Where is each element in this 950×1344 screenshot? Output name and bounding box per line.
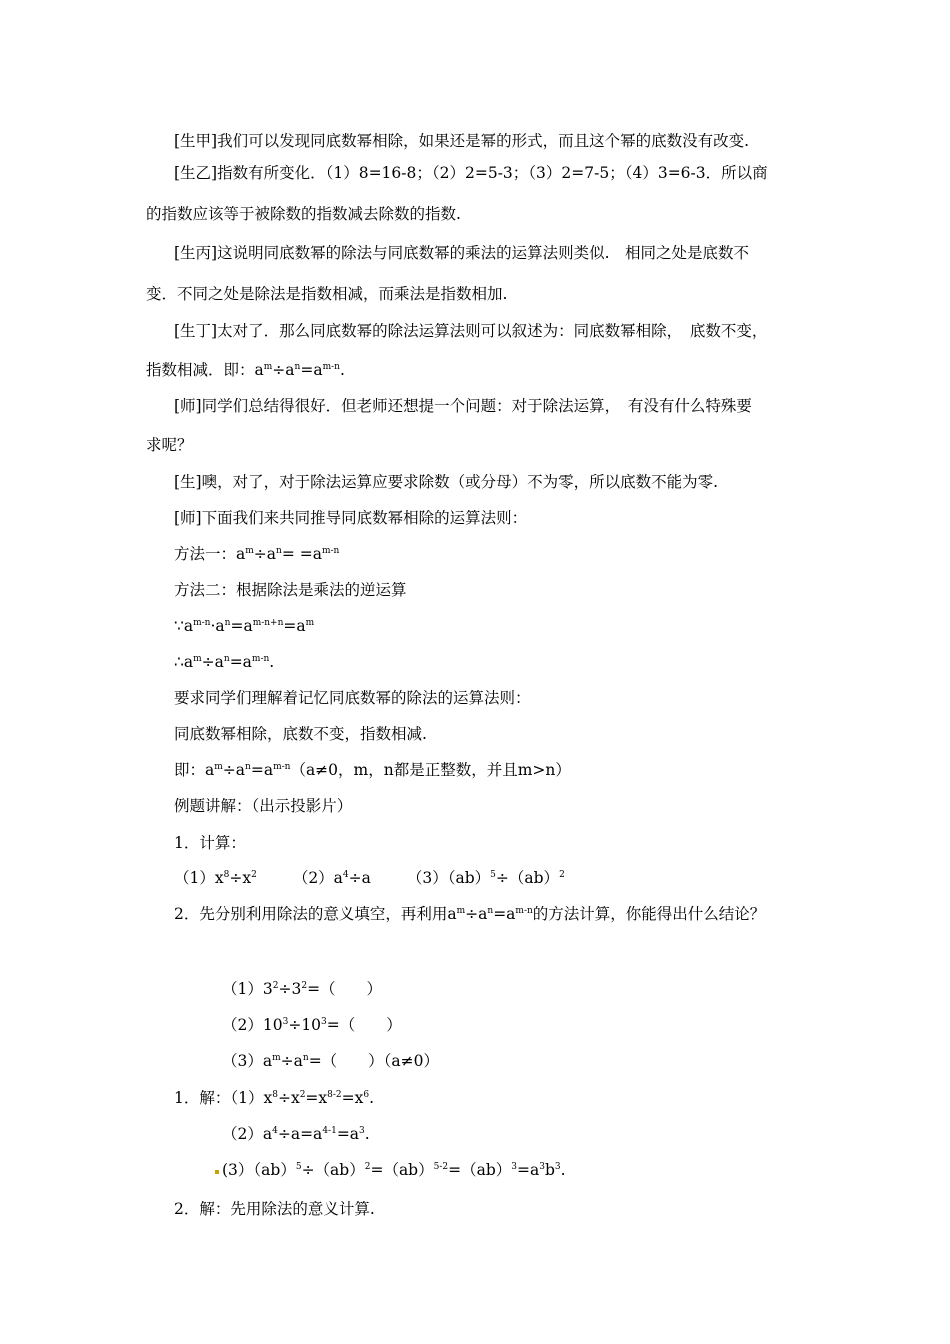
- exponent: n: [223, 654, 230, 664]
- text: =（ab）: [448, 1161, 512, 1179]
- text: =a: [493, 905, 516, 923]
- exponent: 4: [342, 870, 349, 880]
- exponent: m-n: [251, 654, 270, 664]
- text: =x: [341, 1089, 364, 1107]
- text: （1）3: [222, 980, 273, 998]
- exponent: 4-1: [322, 1126, 337, 1136]
- exponent: m: [245, 546, 254, 556]
- exponent: m: [456, 906, 466, 916]
- exponent: 3: [539, 1162, 545, 1172]
- item-3: [407, 869, 565, 887]
- text: ÷a: [465, 905, 488, 923]
- text: （a≠0，m，n都是正整数，并且m>n）: [290, 761, 571, 779]
- exponent: 2: [364, 1162, 371, 1172]
- text: （2）a: [292, 869, 343, 887]
- text: =a: [250, 761, 274, 779]
- exponent: 4: [272, 1126, 278, 1136]
- paragraph-teacher-derivation: [师]下面我们来共同推导同底数幂相除的运算法则：: [174, 509, 528, 527]
- text: =（ab）: [370, 1161, 434, 1179]
- method-two: 方法二：根据除法是乘法的逆运算: [174, 581, 407, 599]
- because-step: [174, 616, 314, 636]
- text: 指数相减．即：a: [146, 361, 264, 379]
- exponent: m-n+n: [252, 618, 284, 628]
- text: ∵a: [174, 617, 194, 635]
- text: .: [269, 653, 275, 671]
- paragraph-teacher-line2: 求呢？: [146, 436, 193, 454]
- text: ∴a: [174, 653, 194, 671]
- exponent: 2: [559, 870, 565, 880]
- paragraph-student-b-line2: 的指数应该等于被除数的指数减去除数的指数.: [146, 205, 461, 223]
- text: = =a: [281, 545, 322, 563]
- examples-title: 例题讲解：（出示投影片）: [174, 797, 353, 815]
- item-2: [293, 869, 371, 887]
- text: ÷（ab）: [301, 1161, 365, 1179]
- text: 1．解：（1）x: [174, 1089, 273, 1107]
- paragraph-student: [生]噢，对了，对于除法运算应要求除数（或分母）不为零，所以底数不能为零.: [174, 473, 719, 491]
- fill-item-3: [222, 1051, 439, 1071]
- exponent: 2: [299, 1090, 306, 1100]
- method-one: [174, 544, 339, 564]
- text: ÷a=a: [277, 1125, 323, 1143]
- rule-text: 同底数幂相除，底数不变，指数相减.: [174, 725, 427, 743]
- exponent: m: [272, 1053, 281, 1063]
- exponent: n: [224, 618, 231, 628]
- text: 的方法计算，你能得出什么结论？: [532, 905, 766, 923]
- text: =a: [230, 617, 253, 635]
- text: =x: [305, 1089, 328, 1107]
- text: b: [544, 1161, 555, 1179]
- exponent: m-n: [321, 546, 340, 556]
- text: =a: [336, 1125, 360, 1143]
- text: ÷10: [288, 1016, 322, 1034]
- rule-formula: [174, 760, 571, 780]
- exponent: m: [263, 362, 273, 372]
- text: ÷a: [272, 361, 295, 379]
- text: =a: [300, 361, 323, 379]
- exponent: 5-2: [433, 1162, 449, 1172]
- question-one: 1．计算：: [174, 834, 246, 852]
- exponent: 8: [272, 1090, 278, 1100]
- text: .: [364, 1125, 370, 1143]
- exponent: 2: [251, 870, 257, 880]
- exponent: 3: [282, 1017, 289, 1027]
- text: ÷a: [280, 1052, 303, 1070]
- exponent: n: [294, 362, 301, 372]
- exponent: m: [305, 618, 315, 628]
- fill-item-1: [222, 979, 382, 999]
- text: ÷3: [278, 980, 302, 998]
- exponent: n: [302, 1053, 309, 1063]
- text: ÷（ab）: [495, 869, 560, 887]
- exponent: 2: [301, 981, 308, 991]
- text: （2）10: [222, 1016, 283, 1034]
- text: ÷a: [201, 653, 224, 671]
- text: ÷a: [348, 869, 371, 887]
- text: .: [369, 1089, 375, 1107]
- exponent: 3: [321, 1017, 327, 1027]
- answer-one-part-3: [222, 1160, 566, 1180]
- text: ÷x: [277, 1089, 300, 1107]
- exponent: m: [214, 762, 223, 772]
- requirement-text: 要求同学们理解着记忆同底数幂的除法的运算法则：: [174, 689, 531, 707]
- exponent: 3: [511, 1162, 517, 1172]
- text: =（ ）: [307, 980, 383, 998]
- paragraph-student-c-line1: [生丙]这说明同底数幂的除法与同底数幂的乘法的运算法则类似. 相同之处是底数不: [174, 244, 750, 262]
- text: 2．先分别利用除法的意义填空，再利用a: [174, 905, 457, 923]
- exponent: m-n: [322, 362, 340, 372]
- text: =（ ）（a≠0）: [308, 1052, 440, 1070]
- text: =（ ）: [326, 1016, 402, 1034]
- exponent: m: [193, 654, 202, 664]
- paragraph-student-a: [生甲]我们可以发现同底数幂相除，如果还是幂的形式，而且这个幂的底数没有改变.: [174, 132, 750, 150]
- text: ÷a: [253, 545, 277, 563]
- text: （3）a: [222, 1052, 273, 1070]
- paragraph-student-d-line2: [146, 360, 345, 380]
- exponent: 3: [554, 1162, 561, 1172]
- text: .: [560, 1161, 566, 1179]
- text: ·a: [210, 617, 225, 635]
- exponent: 2: [272, 981, 279, 991]
- item-1: [174, 869, 257, 887]
- exponent: 5: [295, 1162, 302, 1172]
- exponent: n: [245, 762, 251, 772]
- text: =a: [517, 1161, 540, 1179]
- text: 方法一：a: [174, 545, 246, 563]
- exponent: m-n: [515, 906, 533, 916]
- exponent: m-n: [193, 618, 211, 628]
- text: （2）a: [222, 1125, 273, 1143]
- paragraph-student-c-line2: 变．不同之处是除法是指数相减，而乘法是指数相加.: [146, 285, 508, 303]
- exponent: 8-2: [327, 1090, 342, 1100]
- answer-one-part-1: [174, 1088, 374, 1108]
- answer-one-part-2: [222, 1124, 370, 1144]
- marker-dot: [215, 1170, 219, 1174]
- exponent: n: [276, 546, 282, 556]
- exponent: 3: [359, 1126, 365, 1136]
- paragraph-student-b-line1: [生乙]指数有所变化．（1）8=16-8；（2）2=5-3；（3）2=7-5；（4）3=6-3．所以商: [174, 164, 768, 182]
- text: （1）x: [174, 869, 224, 887]
- fill-item-2: [222, 1015, 402, 1035]
- answer-two: 2．解：先用除法的意义计算.: [174, 1200, 375, 1218]
- exponent: m-n: [273, 762, 291, 772]
- exponent: n: [487, 906, 494, 916]
- paragraph-teacher-line1: [师]同学们总结得很好．但老师还想提一个问题：对于除法运算， 有没有什么特殊要: [174, 397, 752, 415]
- exponent: 8: [223, 870, 230, 880]
- exponent: 5: [490, 870, 496, 880]
- text: .: [339, 361, 345, 379]
- text: (3）（ab）: [222, 1161, 296, 1179]
- text: =a: [229, 653, 252, 671]
- text: （3）（ab）: [406, 869, 491, 887]
- exponent: 6: [363, 1090, 370, 1100]
- question-two: [174, 904, 765, 924]
- question-one-items: [174, 868, 565, 888]
- text: 即：a: [174, 761, 215, 779]
- text: ÷x: [229, 869, 252, 887]
- text: =a: [283, 617, 306, 635]
- paragraph-student-d-line1: [生丁]太对了．那么同底数幂的除法运算法则可以叙述为：同底数幂相除， 底数不变，: [174, 322, 768, 340]
- text: ÷a: [222, 761, 246, 779]
- therefore-step: [174, 652, 274, 672]
